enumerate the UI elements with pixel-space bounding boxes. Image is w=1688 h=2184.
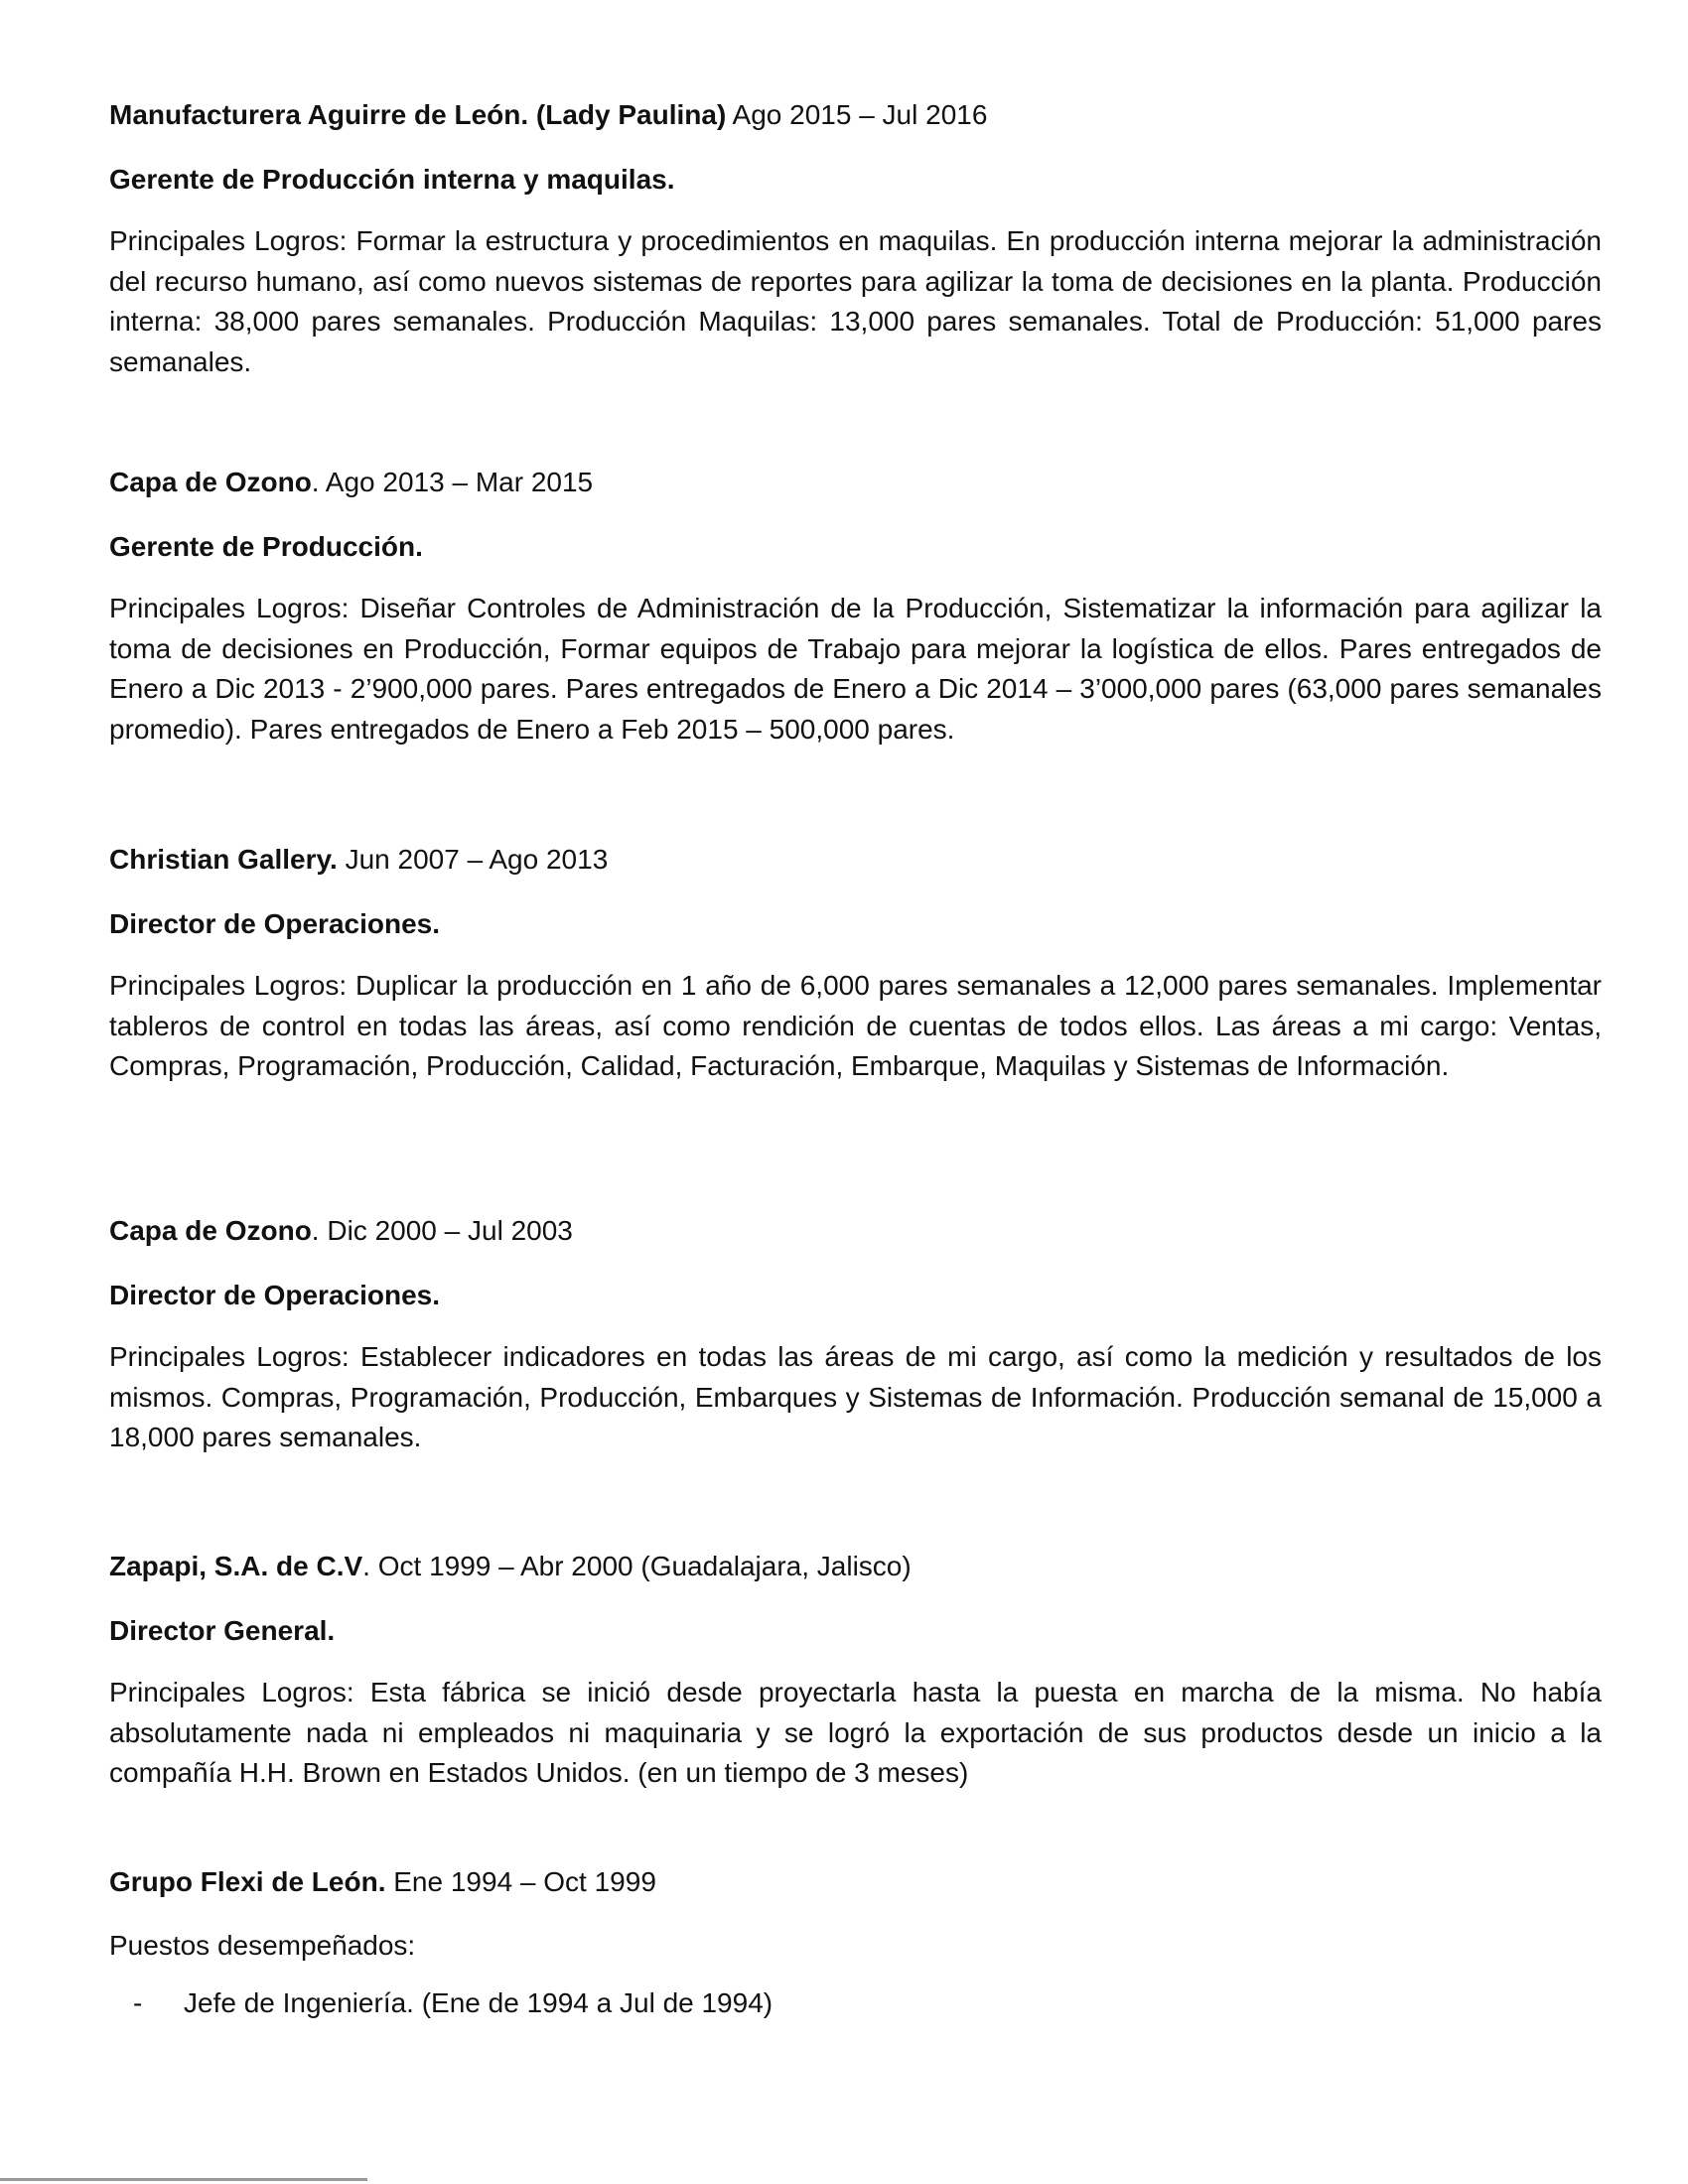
entry-header bbox=[109, 844, 1602, 876]
date-range: Ene 1994 – Oct 1999 bbox=[393, 1866, 656, 1897]
company-name: Manufacturera Aguirre de León. (Lady Paulina) bbox=[109, 99, 727, 130]
entry-header bbox=[109, 467, 1602, 498]
achievements-paragraph: Principales Logros: Establecer indicadores en todas las áreas de mi cargo, así como la medición y resultados de los mismos. Compras, Programación, Producción, Embarques y Sistemas de Información. Producción semanal de 15,000 a 18,000 pares semanales. bbox=[109, 1341, 1602, 1452]
achievements-paragraph: Principales Logros: Esta fábrica se inició desde proyectarla hasta la puesta en marcha de la misma. No había absolutamente nada ni empleados ni maquinaria y se logró la exportación de sus productos desde un inicio a la compañía H.H. Brown en Estados Unidos. (en un tiempo de 3 meses) bbox=[109, 1677, 1602, 1788]
date-range: Jun 2007 – Ago 2013 bbox=[345, 844, 609, 875]
bullet-dash: - bbox=[133, 1987, 143, 2018]
job-title: Gerente de Producción interna y maquilas. bbox=[109, 164, 675, 195]
experience-entry bbox=[109, 1866, 1602, 1962]
company-name: Zapapi, S.A. de C.V bbox=[109, 1551, 363, 1581]
experience-entry bbox=[109, 1551, 1602, 1794]
company-name: Capa de Ozono bbox=[109, 1215, 312, 1246]
entry-header bbox=[109, 99, 1602, 131]
achievements-paragraph: Principales Logros: Duplicar la producción en 1 año de 6,000 pares semanales a 12,000 pares semanales. Implementar tableros de control en todas las áreas, así como rendición de cuentas de todos ellos. Las áreas a mi cargo: Ventas, Compras, Programación, Producción, Calidad, Facturación, Embarque, Maquilas y Sistemas de Información. bbox=[109, 970, 1602, 1081]
company-name: Christian Gallery. bbox=[109, 844, 338, 875]
date-range: Ago 2015 – Jul 2016 bbox=[732, 99, 988, 130]
achievements-paragraph: Principales Logros: Diseñar Controles de Administración de la Producción, Sistematizar la información para agilizar la toma de decisiones en Producción, Formar equipos de Trabajo para mejorar la logística de ellos. Pares entregados de Enero a Dic 2013 - 2’900,000 pares. Pares entregados de Enero a Dic 2014 – 3’000,000 pares (63,000 pares semanales promedio). Pares entregados de Enero a Feb 2015 – 500,000 pares. bbox=[109, 593, 1602, 745]
scan-edge-divider bbox=[0, 2178, 367, 2181]
job-title: Director de Operaciones. bbox=[109, 1280, 441, 1310]
company-name: Grupo Flexi de León. bbox=[109, 1866, 386, 1897]
job-title: Director General. bbox=[109, 1615, 336, 1646]
date-range: . Ago 2013 – Mar 2015 bbox=[311, 467, 594, 497]
position-text: Jefe de Ingeniería. (Ene de 1994 a Jul de 1994) bbox=[184, 1987, 774, 2018]
achievements-paragraph: Principales Logros: Formar la estructura y procedimientos en maquilas. En producción interna mejorar la administración del recurso humano, así como nuevos sistemas de reportes para agilizar la toma de decisiones en la planta. Producción interna: 38,000 pares semanales. Producción Maquilas: 13,000 pares semanales. Total de Producción: 51,000 pares semanales. bbox=[109, 225, 1602, 377]
positions-label: Puestos desempeñados: bbox=[109, 1930, 416, 1961]
position-list-item bbox=[109, 1987, 773, 2019]
experience-entry bbox=[109, 1215, 1602, 1458]
entry-header bbox=[109, 1866, 1602, 1898]
experience-entry bbox=[109, 467, 1602, 750]
date-range: . Oct 1999 – Abr 2000 (Guadalajara, Jalisco) bbox=[362, 1551, 912, 1581]
entry-header bbox=[109, 1215, 1602, 1247]
entry-header bbox=[109, 1551, 1602, 1582]
experience-entry bbox=[109, 99, 1602, 382]
company-name: Capa de Ozono bbox=[109, 467, 312, 497]
date-range: . Dic 2000 – Jul 2003 bbox=[311, 1215, 573, 1246]
job-title: Gerente de Producción. bbox=[109, 531, 423, 562]
experience-entry bbox=[109, 844, 1602, 1087]
job-title: Director de Operaciones. bbox=[109, 908, 441, 939]
